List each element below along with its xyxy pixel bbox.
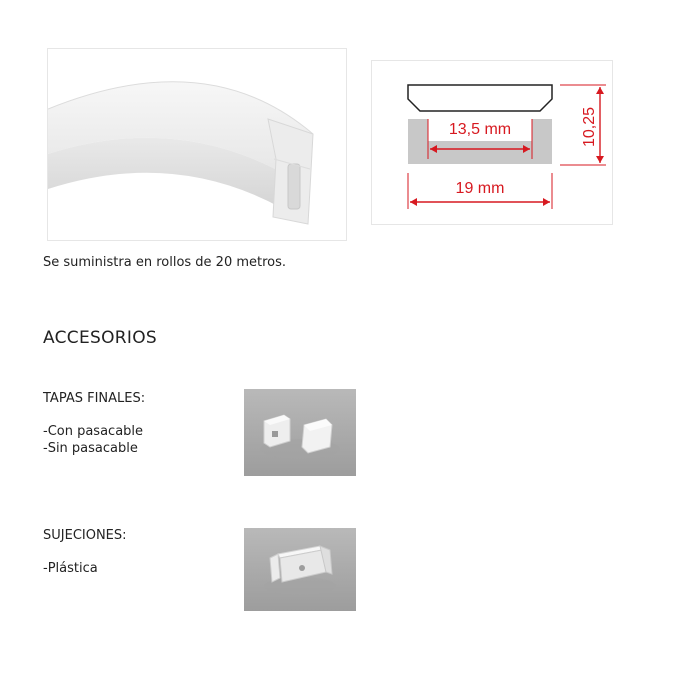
list-item: -Plástica [43,561,98,576]
flexible-profile-image [48,49,346,240]
clips-heading: SUJECIONES: [43,528,127,543]
profile-photo [47,48,347,241]
accessories-heading: ACCESORIOS [43,328,157,348]
inner-width-label: 13,5 mm [432,121,528,139]
profile-cross-section-diagram [372,61,612,224]
mounting-clip-photo [244,528,356,611]
supply-note: Se suministra en rollos de 20 metros. [43,255,287,270]
profile-dimension-drawing [371,60,613,225]
outer-width-label: 19 mm [455,180,505,197]
list-item: -Sin pasacable [43,441,138,456]
height-label: 10,25 [581,106,598,148]
end-caps-photo [244,389,356,476]
list-item: -Con pasacable [43,424,144,439]
end-caps-heading: TAPAS FINALES: [43,391,146,406]
